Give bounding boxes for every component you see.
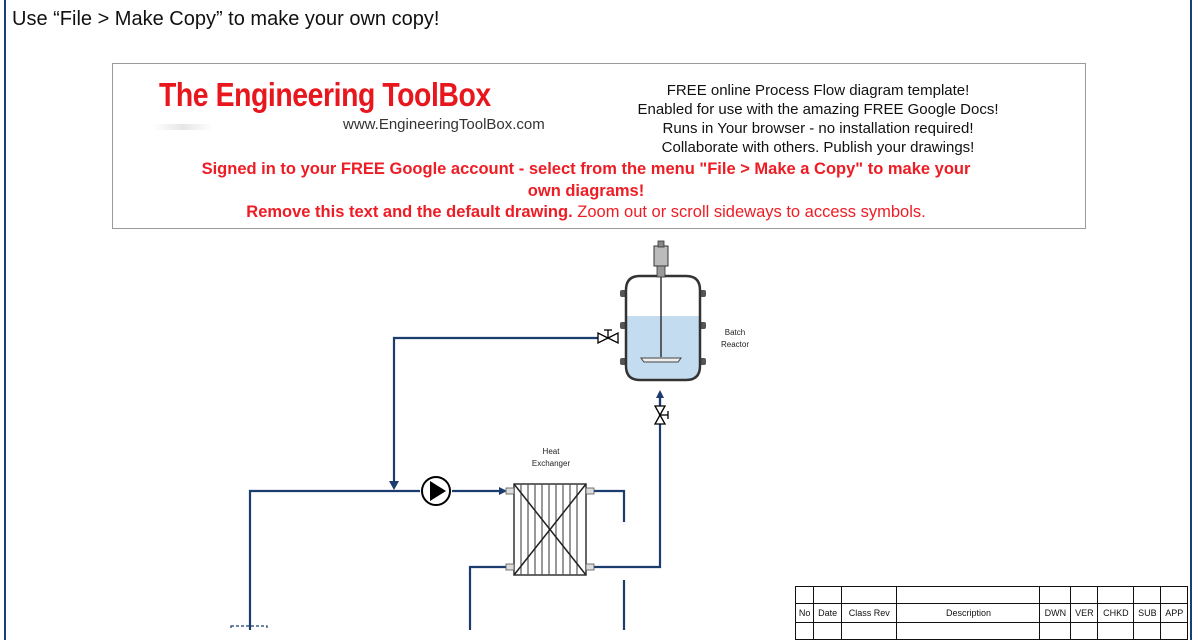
reactor-label-line1: Batch [724, 328, 746, 337]
col-app: APP [1161, 604, 1188, 623]
reactor-label-line2: Reactor [720, 340, 750, 349]
piping [250, 338, 660, 630]
hx-inlet-bottom [470, 567, 508, 630]
description-line: Collaborate with others. Publish your drawings! [661, 139, 975, 156]
col-chkd: CHKD [1098, 604, 1134, 623]
col-class-rev: Class Rev [842, 604, 897, 623]
description-line: Enabled for use with the amazing FREE Google Docs! [637, 101, 999, 118]
engineering-toolbox-logo: The Engineering ToolBox [159, 76, 491, 113]
return-line [250, 491, 420, 630]
col-dwn: DWN [1040, 604, 1071, 623]
col-no: No [796, 604, 814, 623]
col-description: Description [897, 604, 1040, 623]
description-line: FREE online Process Flow diagram template! [666, 82, 970, 99]
copy-instruction: Use “File > Make Copy” to make your own copy! [12, 8, 440, 30]
reactor-return-line [594, 392, 660, 567]
col-ver: VER [1071, 604, 1098, 623]
title-block-bottom-row [796, 623, 1188, 640]
col-sub: SUB [1134, 604, 1161, 623]
description-line: Runs in Your browser - no installation required! [662, 120, 974, 137]
instruction-line-1: Signed in to your FREE Google account - select from the menu "File > Make a Copy" to make your [201, 160, 971, 178]
pump-icon[interactable] [422, 477, 450, 505]
title-block-table [795, 586, 1188, 640]
logo-url: www.EngineeringToolBox.com [343, 116, 545, 133]
remove-text-bold: Remove this text and the default drawing. [246, 203, 573, 221]
title-block-blank-row [796, 587, 1188, 604]
hx-outlet-top [594, 491, 624, 522]
instruction-line-2: own diagrams! [527, 181, 645, 200]
batch-reactor-icon[interactable] [620, 241, 710, 386]
hx-label-line2: Exchanger [531, 459, 571, 468]
hx-label-line1: Heat [542, 447, 560, 456]
col-date: Date [814, 604, 842, 623]
return-valve-icon[interactable] [655, 406, 668, 424]
heat-exchanger-icon[interactable] [506, 484, 594, 575]
down-arrow-icon [389, 481, 399, 490]
inlet-valve-icon[interactable] [598, 330, 618, 343]
remove-text-rest: Zoom out or scroll sideways to access symbols. [572, 203, 926, 221]
title-block-header-row [796, 604, 1188, 623]
